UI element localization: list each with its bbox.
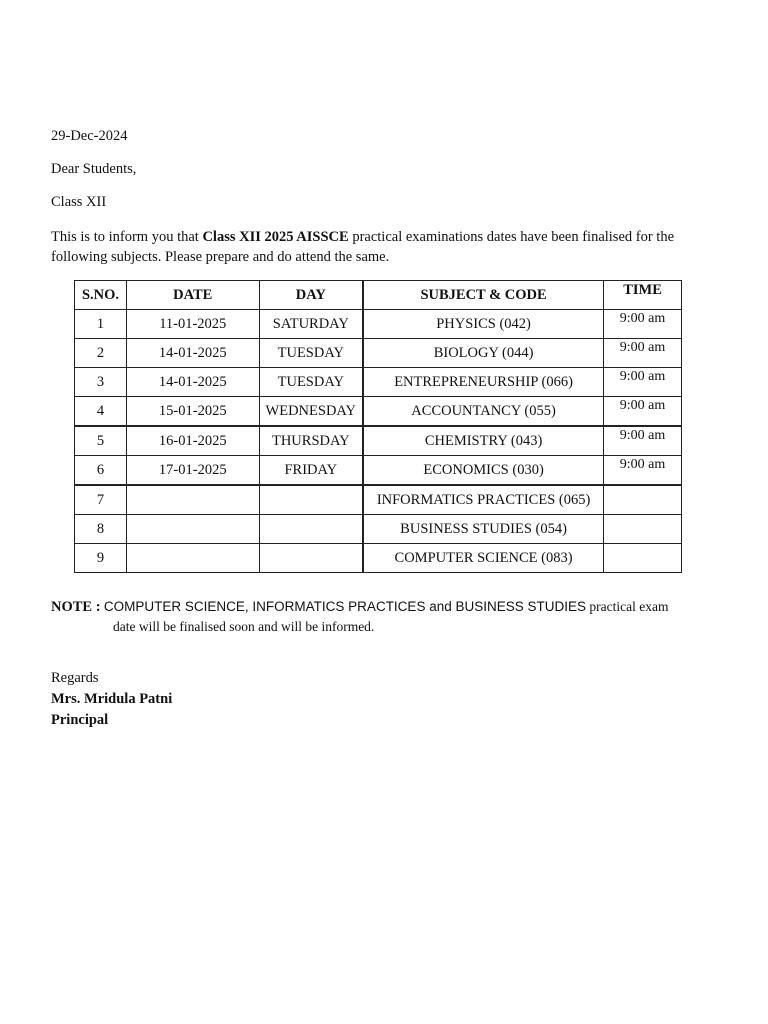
cell-time: 9:00 am (604, 397, 682, 427)
salutation: Dear Students, (51, 161, 137, 177)
letter-date: 29-Dec-2024 (51, 128, 128, 144)
note-block (51, 597, 751, 636)
table-row (75, 485, 682, 515)
header-date: DATE (126, 281, 259, 310)
closing: Regards (51, 670, 99, 686)
cell-subject: PHYSICS (042) (363, 310, 604, 339)
cell-day (259, 515, 363, 544)
cell-time: 9:00 am (604, 368, 682, 397)
cell-day (259, 544, 363, 573)
cell-time: 9:00 am (604, 339, 682, 368)
cell-day (259, 485, 363, 515)
table-row (75, 515, 682, 544)
intro-text-after: practical examinations dates have been finalised for the following subjects. Please prepare and do attend the same. (51, 229, 675, 265)
note-subjects: COMPUTER SCIENCE, INFORMATICS PRACTICES and BUSINESS STUDIES (103, 599, 586, 614)
cell-subject: BIOLOGY (044) (363, 339, 604, 368)
cell-time (604, 544, 682, 573)
cell-sno: 6 (75, 456, 127, 486)
cell-subject: COMPUTER SCIENCE (083) (363, 544, 604, 573)
cell-subject: BUSINESS STUDIES (054) (363, 515, 604, 544)
intro-text-before: This is to inform you that (51, 229, 203, 245)
cell-date: 16-01-2025 (126, 426, 259, 456)
header-subject: SUBJECT & CODE (363, 281, 604, 310)
table-row (75, 456, 682, 486)
exam-schedule-table (74, 280, 682, 573)
cell-sno: 7 (75, 485, 127, 515)
cell-time: 9:00 am (604, 426, 682, 456)
cell-day: FRIDAY (259, 456, 363, 486)
table-header-row (75, 281, 682, 310)
cell-date (126, 515, 259, 544)
header-time: TIME (604, 281, 682, 310)
cell-day: TUESDAY (259, 368, 363, 397)
cell-subject: ENTREPRENEURSHIP (066) (363, 368, 604, 397)
table-row (75, 397, 682, 427)
cell-time: 9:00 am (604, 310, 682, 339)
table-row (75, 544, 682, 573)
note-tail-line2: date will be finalised soon and will be informed. (113, 619, 375, 634)
cell-sno: 5 (75, 426, 127, 456)
table-row (75, 310, 682, 339)
cell-date (126, 544, 259, 573)
cell-sno: 3 (75, 368, 127, 397)
cell-day: THURSDAY (259, 426, 363, 456)
cell-subject: ECONOMICS (030) (363, 456, 604, 486)
note-tail-line1: practical exam (589, 599, 669, 614)
note-label: NOTE : (51, 599, 101, 615)
cell-sno: 1 (75, 310, 127, 339)
cell-date: 11-01-2025 (126, 310, 259, 339)
header-day: DAY (259, 281, 363, 310)
table-row (75, 368, 682, 397)
signatory-title: Principal (51, 712, 109, 728)
table-row (75, 426, 682, 456)
cell-sno: 2 (75, 339, 127, 368)
cell-date: 17-01-2025 (126, 456, 259, 486)
cell-sno: 8 (75, 515, 127, 544)
cell-sno: 9 (75, 544, 127, 573)
cell-day: WEDNESDAY (259, 397, 363, 427)
cell-day: SATURDAY (259, 310, 363, 339)
cell-date (126, 485, 259, 515)
signatory-name: Mrs. Mridula Patni (51, 691, 173, 707)
cell-time: 9:00 am (604, 456, 682, 486)
intro-paragraph (51, 227, 731, 267)
cell-date: 14-01-2025 (126, 368, 259, 397)
cell-time (604, 515, 682, 544)
cell-sno: 4 (75, 397, 127, 427)
table-row (75, 339, 682, 368)
class-line: Class XII (51, 194, 107, 210)
cell-subject: CHEMISTRY (043) (363, 426, 604, 456)
cell-date: 14-01-2025 (126, 339, 259, 368)
cell-subject: INFORMATICS PRACTICES (065) (363, 485, 604, 515)
intro-text-bold: Class XII 2025 AISSCE (202, 229, 349, 245)
cell-time (604, 485, 682, 515)
cell-subject: ACCOUNTANCY (055) (363, 397, 604, 427)
header-sno: S.NO. (75, 281, 127, 310)
cell-date: 15-01-2025 (126, 397, 259, 427)
cell-day: TUESDAY (259, 339, 363, 368)
